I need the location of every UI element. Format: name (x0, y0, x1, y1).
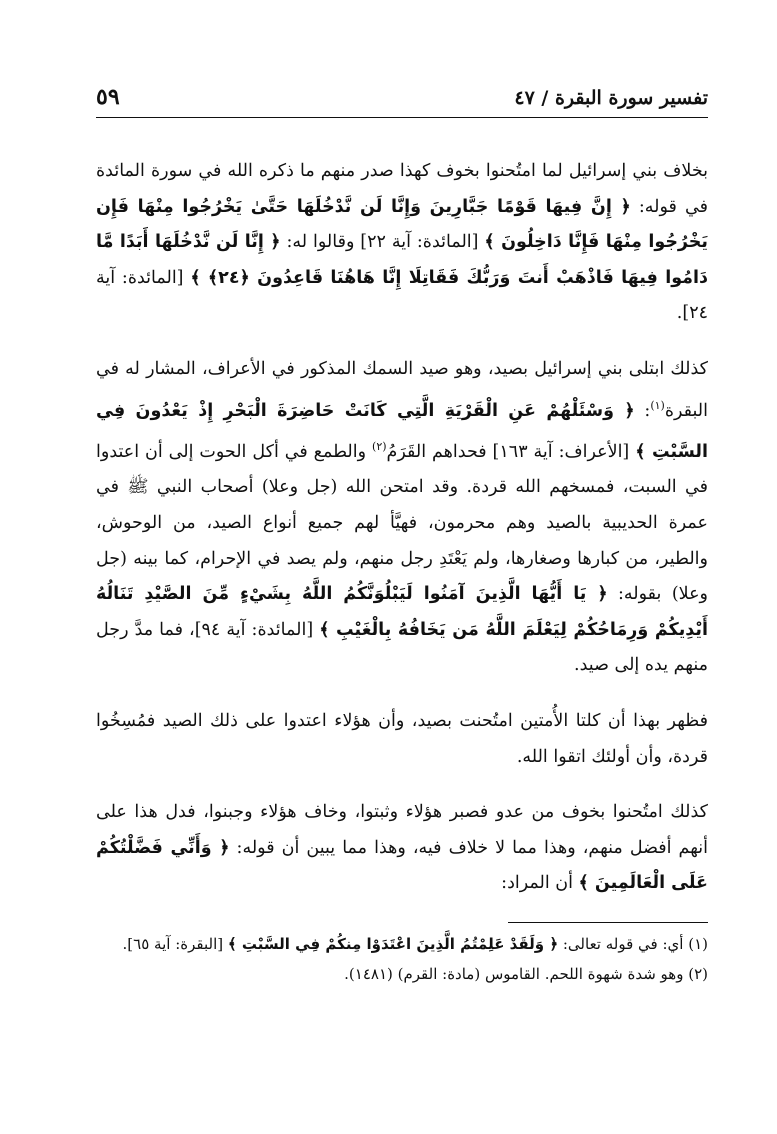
page-header (96, 80, 708, 118)
body-text: أن المراد: (501, 873, 579, 894)
footnote-marker: (١) (650, 398, 665, 412)
footnote (96, 929, 708, 959)
body-text: [المائدة: آية ٢٤]. (96, 267, 708, 324)
book-page (96, 80, 708, 989)
body-text: والطمع في أكل الحوت إلى أن اعتدوا في السبت، فمسخهم الله قردة. وقد امتحن الله (جل وعلا) أصحاب النبي ﷺ في عمرة الحديبية بالصيد وهم محرمون، فهيَّأ لهم جميع أنواع الصيد، من الوحوش، والطير، من كبارها وصغارها، ولم يَعْتَدِ رجل منهم، ولم يصد في الإحرام، كما بينه (جل وعلا) بقوله: (96, 441, 708, 605)
body-text: : (634, 400, 651, 421)
body-text: بخلاف بني إسرائيل لما امتُحنوا بخوف كهذا صدر منهم ما ذكره الله في سورة المائدة في قوله: (96, 161, 709, 217)
quran-verse: ﴿ إِنَّا لَن نَّدْخُلَهَا أَبَدًا مَّا دَامُوا فِيهَا فَاذْهَبْ أَنتَ وَرَبُّكَ فَقَاتِلَا إِنَّا هَاهُنَا قَاعِدُونَ ﴿٢٤﴾ ﴾ (96, 232, 708, 288)
body-text: [المائدة: آية ٩٤]، فما مدَّ رجل منهم يده إلى صيد. (96, 619, 708, 676)
body-text: [المائدة: آية ٢٢] وقالوا له: (280, 232, 485, 253)
quran-verse: ﴿ إِنَّ فِيهَا قَوْمًا جَبَّارِينَ وَإِنَّا لَن نَّدْخُلَهَا حَتَّىٰ يَخْرُجُوا مِنْهَا فَإِن يَخْرُجُوا مِنْهَا فَإِنَّا دَاخِلُونَ ﴾ (96, 196, 708, 253)
quran-verse: ﴿ وَسْئَلْهُمْ عَنِ الْقَرْيَةِ الَّتِي كَانَتْ حَاضِرَةَ الْبَحْرِ إِذْ يَعْدُونَ فِي السَّبْتِ ﴾ (96, 400, 708, 462)
page-body (96, 154, 708, 902)
footnote-separator (508, 922, 708, 923)
body-text: كذلك ابتلى بني إسرائيل بصيد، وهو صيد السمك المذكور في الأعراف، المشار له في البقرة (96, 358, 708, 421)
page-number: ٥٩ (96, 84, 120, 110)
quran-verse: ﴿ وَأَنِّي فَضَّلْتُكُمْ عَلَى الْعَالَمِينَ ﴾ (96, 837, 708, 894)
body-text: كذلك امتُحنوا بخوف من عدو فصبر هؤلاء وثبتوا، وخاف هؤلاء وجبنوا، فدل هذا على أنهم أفضل منهم، وهذا مما لا خلاف فيه، وهذا مما يبين أن قوله: (96, 802, 709, 858)
paragraph (96, 704, 708, 775)
footnote-marker: (٢) (372, 439, 387, 453)
paragraph (96, 352, 708, 684)
paragraph (96, 154, 708, 332)
body-text: [الأعراف: آية ١٦٣] فحداهم القَرَمُ (386, 441, 636, 462)
footnote (96, 959, 708, 989)
body-text: (١) أي: في قوله تعالى: (558, 934, 708, 953)
body-text: (٢) وهو شدة شهوة اللحم. القاموس (مادة: القرم) (١٤٨١). (344, 964, 708, 983)
paragraph (96, 795, 708, 902)
body-text: فظهر بهذا أن كلتا الأُمتين امتُحنت بصيد، وأن هؤلاء اعتدوا على ذلك الصيد فمُسِخُوا قردة، وأن أولئك اتقوا الله. (96, 710, 708, 767)
quran-verse: ﴿ وَلَقَدْ عَلِمْتُمُ الَّذِينَ اعْتَدَوْا مِنكُمْ فِي السَّبْتِ ﴾ (227, 934, 559, 953)
body-text: [البقرة: آية ٦٥]. (122, 934, 228, 953)
running-title: تفسير سورة البقرة / ٤٧ (514, 87, 708, 109)
footnotes (96, 929, 708, 989)
quran-verse: ﴿ يَا أَيُّهَا الَّذِينَ آمَنُوا لَيَبْلُوَنَّكُمُ اللَّهُ بِشَيْءٍ مِّنَ الصَّيْدِ تَنَالُهُ أَيْدِيكُمْ وَرِمَاحُكُمْ لِيَعْلَمَ اللَّهُ مَن يَخَافُهُ بِالْغَيْبِ ﴾ (96, 584, 708, 640)
